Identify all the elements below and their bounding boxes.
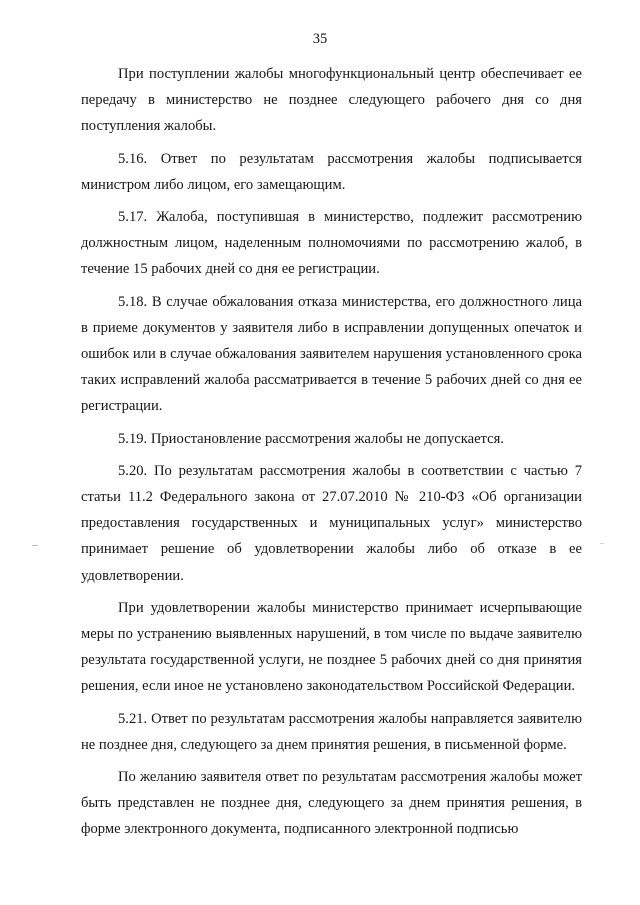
paragraph-5-16: 5.16. Ответ по результатам рассмотрения жалобы подписывается министром либо лицом, его замещающим.: [81, 150, 582, 193]
scan-margin-mark: [32, 545, 38, 546]
scan-margin-mark: [600, 543, 604, 544]
paragraph-satisfaction-measures: При удовлетворении жалобы министерство принимает исчерпывающие меры по устранению выявленных нарушений, в том числе по выдаче заявителю результата государственной услуги, не позднее 5 рабочих дней со дня принятия решения, если иное не установлено законодательством Российской Федерации.: [81, 599, 582, 695]
paragraph-mfc-transfer: При поступлении жалобы многофункциональный центр обеспечивает ее передачу в министерство не позднее следующего рабочего дня со дня поступления жалобы.: [81, 66, 582, 135]
paragraph-5-18: 5.18. В случае обжалования отказа министерства, его должностного лица в приеме документов у заявителя либо в исправлении допущенных опечаток и ошибок или в случае обжалования заявителем нарушения установленного срока таких исправлений жалоба рассматривается в течение 5 рабочих дней со дня ее регистрации.: [81, 293, 582, 415]
document-body: [81, 61, 582, 843]
page-number: 35: [312, 31, 328, 47]
paragraph-5-17: 5.17. Жалоба, поступившая в министерство, подлежит рассмотрению должностным лицом, наделенным полномочиями по рассмотрению жалоб, в течение 15 рабочих дней со дня ее регистрации.: [81, 209, 582, 278]
paragraph-electronic-response: По желанию заявителя ответ по результатам рассмотрения жалобы может быть представлен не позднее дня, следующего за днем принятия решения, в форме электронного документа, подписанного электронной подписью: [81, 769, 582, 838]
paragraph-5-20: 5.20. По результатам рассмотрения жалобы в соответствии с частью 7 статьи 11.2 Федерального закона от 27.07.2010 № 210-ФЗ «Об организации предоставления государственных и муниципальных услуг» министерство принимает решение об удовлетворении жалобы либо об отказе в ее удовлетворении.: [81, 462, 582, 584]
paragraph-5-21: 5.21. Ответ по результатам рассмотрения жалобы направляется заявителю не позднее дня, следующего за днем принятия решения, в письменной форме.: [81, 710, 582, 753]
paragraph-5-19: 5.19. Приостановление рассмотрения жалобы не допускается.: [118, 430, 504, 447]
